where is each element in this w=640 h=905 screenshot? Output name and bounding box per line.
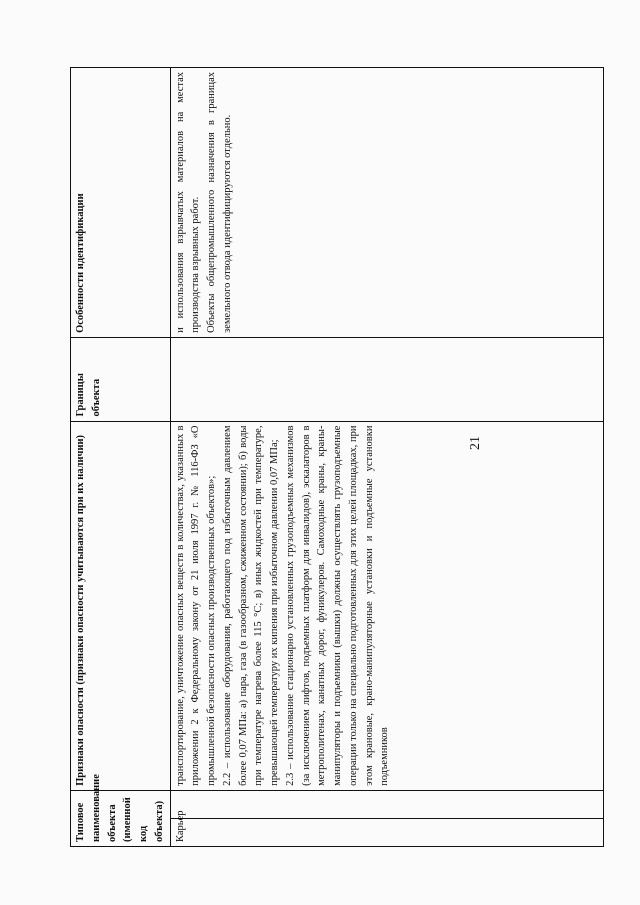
identification-table — [70, 67, 604, 847]
cell-object-code — [170, 790, 604, 818]
rotated-table-container — [70, 67, 604, 847]
cell-object-type: Карьер — [170, 818, 604, 846]
header-danger-signs: Признаки опасности (признаки опасности учитываются при их наличии) — [71, 421, 171, 790]
header-object-type: Типовое наименование объекта (именной код объекта) — [71, 790, 171, 846]
cell-object-bounds — [170, 337, 604, 421]
table-header-row — [71, 68, 171, 847]
cell-identification-features: и использования взрывчатых материалов на местах производства взрывных работ. Объекты общепромышленного назначения в границах земельного отвода идентифицируются отдельно. — [170, 68, 604, 338]
header-identification-features: Особенности идентификации — [71, 68, 171, 338]
table-row — [170, 68, 604, 847]
cell-danger-signs: транспортирование, уничтожение опасных веществ в количествах, указанных в приложении 2 к Федеральному закону от 21 июля 1997 г. № 116-ФЗ «О промышленной безопасности опасных производственных объектов»; 2.2 – использование оборудования, работающего под избыточным давлением более 0,07 МПа: а) пара, газа (в газообразном, сжиженном состоянии); б) воды при температуре нагрева более 115 °С; в) иных жидкостей при температуре, превышающей температуру их кипения при избыточном давлении 0,07 МПа; 2.3 – использование стационарно установленных грузоподъемных механизмов (за исключением лифтов, подъемных платформ для инвалидов), эскалаторов в метрополитенах, канатных дорог, фуникулеров. Самоходные краны, краны-манипуляторы и подъемники (вышки) должны осуществлять грузоподъемные операции только на специально подготовленных для этих целей площадках, при этом крановые, крано-манипуляторные установки и подъемные установки подъемников — [170, 421, 604, 790]
header-object-bounds: Границы объекта — [71, 337, 171, 421]
page-number: 21 — [468, 436, 483, 450]
